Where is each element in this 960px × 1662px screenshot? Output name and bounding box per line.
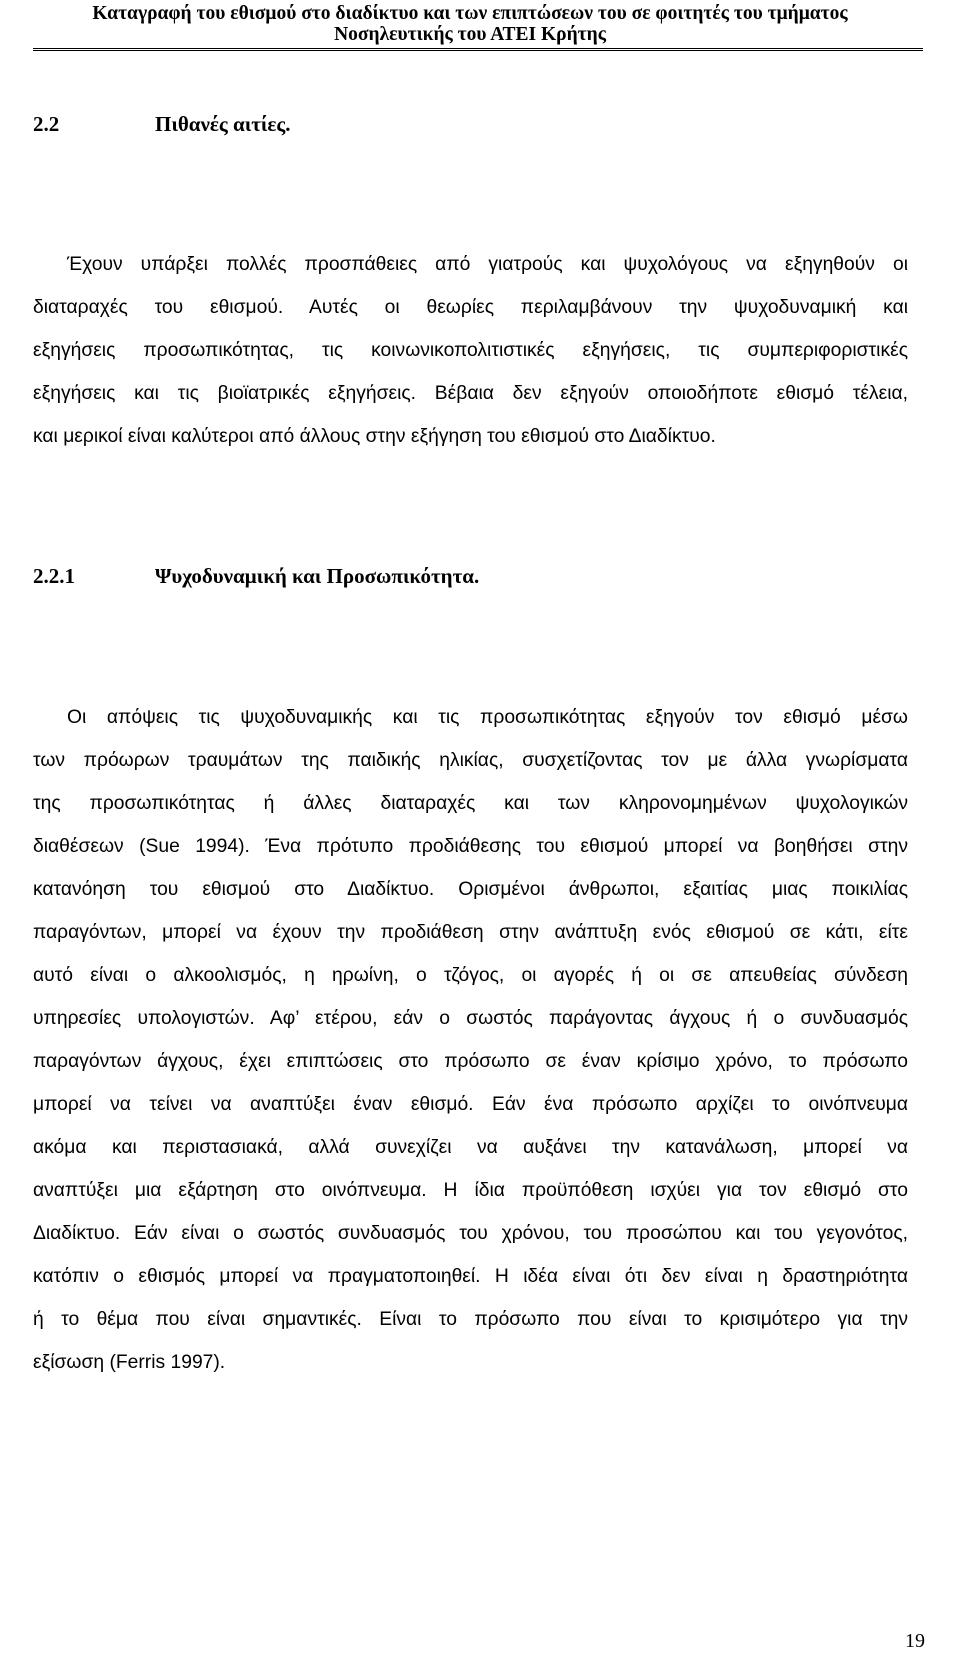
section-title: Ψυχοδυναμική και Προσωπικότητα. bbox=[155, 564, 480, 588]
text-line: Οι απόψεις τις ψυχοδυναμικής και τις προσωπικότητας εξηγούν τον εθισμό μέσω bbox=[67, 707, 908, 728]
text-line: αναπτύξει μια εξάρτηση στο οινόπνευμα. Η ίδια προϋπόθεση ισχύει για τον εθισμό στο bbox=[33, 1180, 908, 1201]
section-number: 2.2.1 bbox=[33, 564, 75, 588]
text-line: εξηγήσεις προσωπικότητας, τις κοινωνικοπολιτιστικές εξηγήσεις, τις συμπεριφοριστικές bbox=[33, 340, 908, 361]
section-heading-2-2-1 bbox=[33, 562, 480, 590]
text-line: Έχουν υπάρξει πολλές προσπάθειες από γιατρούς και ψυχολόγους να εξηγηθούν οι bbox=[67, 254, 908, 275]
text-line: εξηγήσεις και τις βιοϊατρικές εξηγήσεις. Βέβαια δεν εξηγούν οποιοδήποτε εθισμό τέλεια, bbox=[33, 383, 908, 404]
page-number: 19 bbox=[905, 1630, 925, 1652]
text-line: αυτό είναι ο αλκοολισμός, η ηρωίνη, ο τζόγος, οι αγορές ή οι σε απευθείας σύνδεση bbox=[33, 965, 908, 986]
text-line: διαθέσεων (Sue 1994). Ένα πρότυπο προδιάθεσης του εθισμού μπορεί να βοηθήσει στην bbox=[33, 836, 908, 857]
header-rule bbox=[33, 48, 923, 51]
text-line: παραγόντων, μπορεί να έχουν την προδιάθεση στην ανάπτυξη ενός εθισμού σε κάτι, είτε bbox=[33, 922, 908, 943]
section-title: Πιθανές αιτίες. bbox=[155, 112, 291, 136]
text-line: Διαδίκτυο. Εάν είναι ο σωστός συνδυασμός του χρόνου, του προσώπου και του γεγονότος, bbox=[33, 1223, 908, 1244]
section-number: 2.2 bbox=[33, 112, 60, 136]
text-line: της προσωπικότητας ή άλλες διαταραχές και των κληρονομημένων ψυχολογικών bbox=[33, 793, 908, 814]
running-header-line-2: Νοσηλευτικής του ΑΤΕΙ Κρήτης bbox=[334, 24, 606, 45]
text-line: των πρόωρων τραυμάτων της παιδικής ηλικίας, συσχετίζοντας τον με άλλα γνωρίσματα bbox=[33, 750, 908, 771]
text-line: διαταραχές του εθισμού. Αυτές οι θεωρίες περιλαμβάνουν την ψυχοδυναμική και bbox=[33, 297, 908, 318]
text-line: παραγόντων άγχους, έχει επιπτώσεις στο πρόσωπο σε έναν κρίσιμο χρόνο, το πρόσωπο bbox=[33, 1051, 908, 1072]
text-line: υπηρεσίες υπολογιστών. Αφ’ ετέρου, εάν ο σωστός παράγοντας άγχους ή ο συνδυασμός bbox=[33, 1008, 908, 1029]
text-line: κατόπιν ο εθισμός μπορεί να πραγματοποιηθεί. Η ιδέα είναι ότι δεν είναι η δραστηριότητα bbox=[33, 1266, 908, 1287]
text-line: ή το θέμα που είναι σημαντικές. Είναι το πρόσωπο που είναι το κρισιμότερο για την bbox=[33, 1309, 908, 1330]
text-line: ακόμα και περιστασιακά, αλλά συνεχίζει να αυξάνει την κατανάλωση, μπορεί να bbox=[33, 1137, 908, 1158]
text-line: μπορεί να τείνει να αναπτύξει έναν εθισμό. Εάν ένα πρόσωπο αρχίζει το οινόπνευμα bbox=[33, 1094, 908, 1115]
text-line: εξίσωση (Ferris 1997). bbox=[33, 1352, 226, 1373]
text-line: κατανόηση του εθισμού στο Διαδίκτυο. Ορισμένοι άνθρωποι, εξαιτίας μιας ποικιλίας bbox=[33, 879, 908, 900]
running-header-line-1: Καταγραφή του εθισμού στο διαδίκτυο και των επιπτώσεων του σε φοιτητές του τμήματος bbox=[92, 3, 848, 24]
text-line: και μερικοί είναι καλύτεροι από άλλους στην εξήγηση του εθισμού στο Διαδίκτυο. bbox=[33, 426, 716, 447]
section-heading-2-2 bbox=[33, 110, 291, 138]
